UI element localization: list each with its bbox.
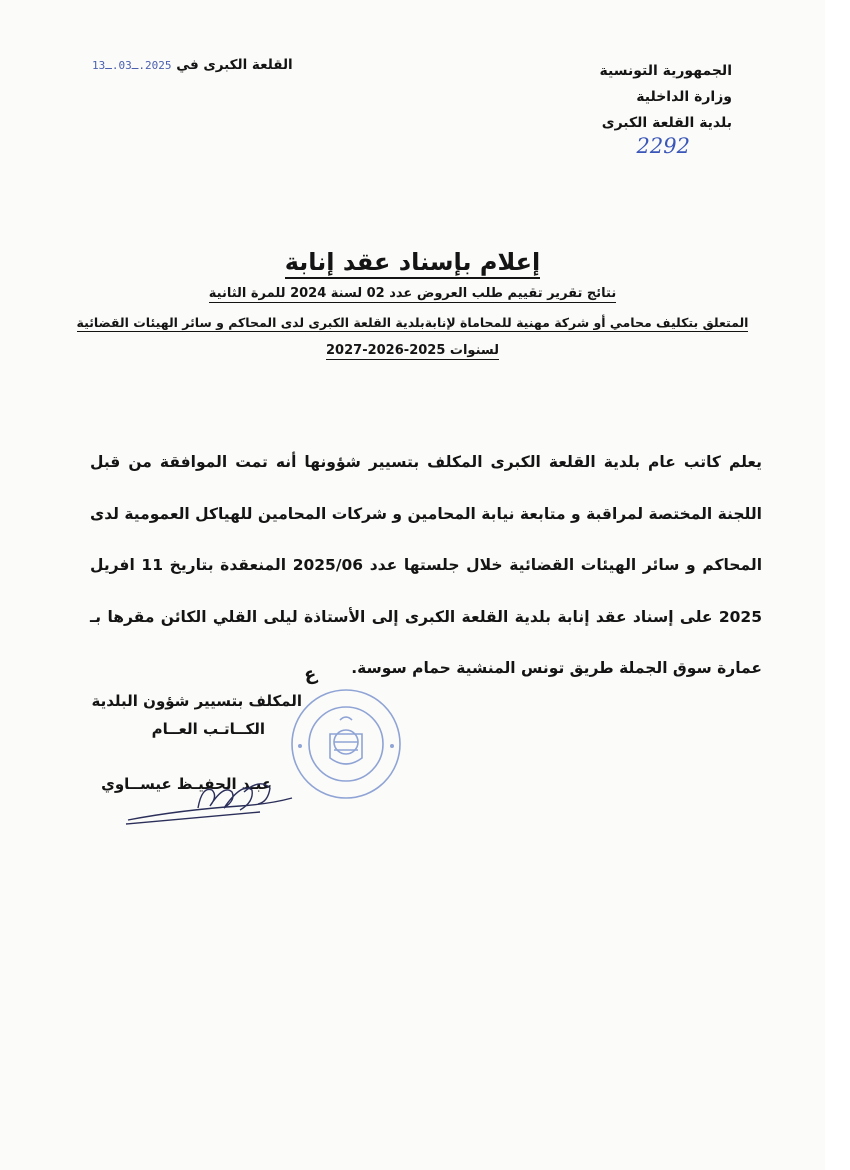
body-paragraph (90, 437, 762, 695)
date-value: 2025.ـ03.ـ13 (92, 59, 172, 72)
subtitle-line-1 (0, 286, 825, 301)
page-edge (825, 0, 850, 1170)
handwritten-signature (120, 768, 300, 830)
country-name: الجمهورية التونسية (599, 63, 732, 79)
municipality-name: بلدية القلعة الكبرى (601, 115, 732, 131)
initial-mark: ع (301, 663, 318, 686)
subtitle-text-3: لسنوات 2025-2026-2027 (326, 343, 499, 358)
reference-number: 2292 (636, 134, 690, 158)
ministry-name: وزارة الداخلية (636, 89, 732, 105)
subtitle-text-2: المتعلق بتكليف محامي أو شركة مهنية للمحاماة لإنابةبلدية القلعة الكبرى لدى المحاكم و سائر الهيئات القضائية (76, 315, 749, 330)
subtitle-line-2 (0, 315, 825, 330)
signer-role-line-2: الكــاتـب العــام (151, 720, 265, 738)
municipal-stamp (288, 686, 404, 802)
document-title (0, 248, 825, 276)
subtitle-line-3 (0, 343, 825, 358)
place-date (92, 57, 293, 73)
subtitle-text-1: نتائج تقرير تقييم طلب العروض عدد 02 لسنة 2024 للمرة الثانية (208, 286, 617, 301)
body-text: يعلم كاتب عام بلدية القلعة الكبرى المكلف بتسيير شؤونها أنه تمت الموافقة من قبل اللجنة المختصة لمراقبة و متابعة نيابة المحامين و شركات المحامين للهياكل العمومية لدى المحاكم و سائر الهيئات القضائية خلال جلستها عدد 2025/06 المنعقدة بتاريخ 11 افريل 2025 على إسناد عقد إنابة بلدية القلعة الكبرى إلى الأستاذة ليلى القلي الكائن مقرها بـ عمارة سوق الجملة طريق تونس المنشية حمام سوسة. (90, 453, 763, 677)
letterhead (600, 58, 733, 136)
signer-name: عبـد الحفيـظ عيســاوي (101, 775, 272, 793)
signer-role-line-1: المكلف بتسيير شؤون البلدية (91, 692, 302, 710)
title-text: إعلام بإسناد عقد إنابة (285, 248, 541, 279)
place-date-label: القلعة الكبرى في (176, 57, 293, 73)
